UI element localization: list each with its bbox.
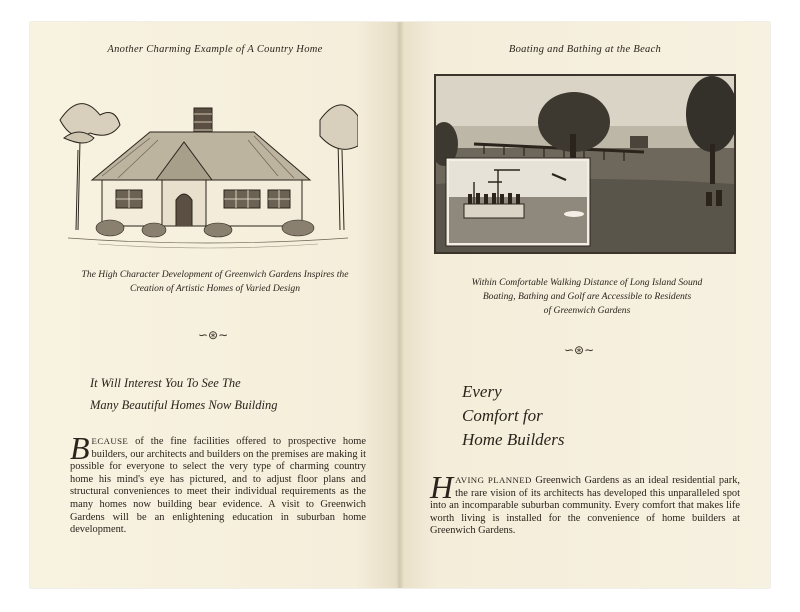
heading-line: It Will Interest You To See The (90, 376, 241, 390)
caption-line: Creation of Artistic Homes of Varied Design (129, 283, 301, 294)
small-caps-lead: ECAUSE (91, 436, 129, 446)
beach-photograph (434, 74, 736, 254)
right-photo-caption (424, 276, 750, 318)
left-page-header: Another Charming Example of A Country Home (107, 44, 323, 55)
right-page-header: Boating and Bathing at the Beach (508, 44, 662, 55)
drop-cap: B (70, 430, 90, 466)
right-page (400, 22, 770, 588)
page-gutter (396, 22, 404, 588)
small-caps-lead: AVING PLANNED (455, 475, 532, 485)
caption-line: Within Comfortable Walking Distance of Long Island Sound (471, 277, 703, 288)
right-body-paragraph (430, 469, 740, 538)
brochure-spread (30, 22, 770, 588)
paragraph-text: Greenwich Gardens as an ideal residential park, the rare vision of its architects has developed this unparalleled spot into an incomparable suburban community. Every comfort that makes life worth living is installed for the convenience of home builders at Greenwich Gardens. (430, 475, 740, 537)
heading-line: Many Beautiful Homes Now Building (90, 398, 278, 412)
caption-line: The High Character Development of Greenwich Gardens Inspires the (81, 269, 349, 280)
left-body-paragraph (70, 430, 366, 537)
heading-line: Comfort for (462, 406, 543, 425)
left-illustration-caption (50, 268, 380, 296)
heading-line: Every (462, 382, 502, 401)
caption-line: of Greenwich Gardens (543, 305, 631, 316)
paragraph-text: of the fine facilities offered to prospective home builders, our architects and builders on the premises are making it possible for everyone to select the very type of charming country home his mind's eye has pictured, and to adjust floor plans and structural conveniences to meet their individual requirements as the many homes now building bear evidence. A visit to Greenwich Gardens will be an enlightening education in suburban home development. (70, 436, 366, 536)
country-home-illustration (58, 80, 358, 260)
ornament-flourish: ∽⊛∼ (564, 343, 595, 357)
left-section-heading (90, 372, 277, 416)
heading-line: Home Builders (462, 430, 565, 449)
ornament-flourish: ∽⊛∼ (198, 328, 229, 342)
left-page (30, 22, 400, 588)
caption-line: Boating, Bathing and Golf are Accessible to Residents (482, 291, 692, 302)
drop-cap: H (430, 469, 454, 505)
right-section-heading (462, 380, 564, 452)
